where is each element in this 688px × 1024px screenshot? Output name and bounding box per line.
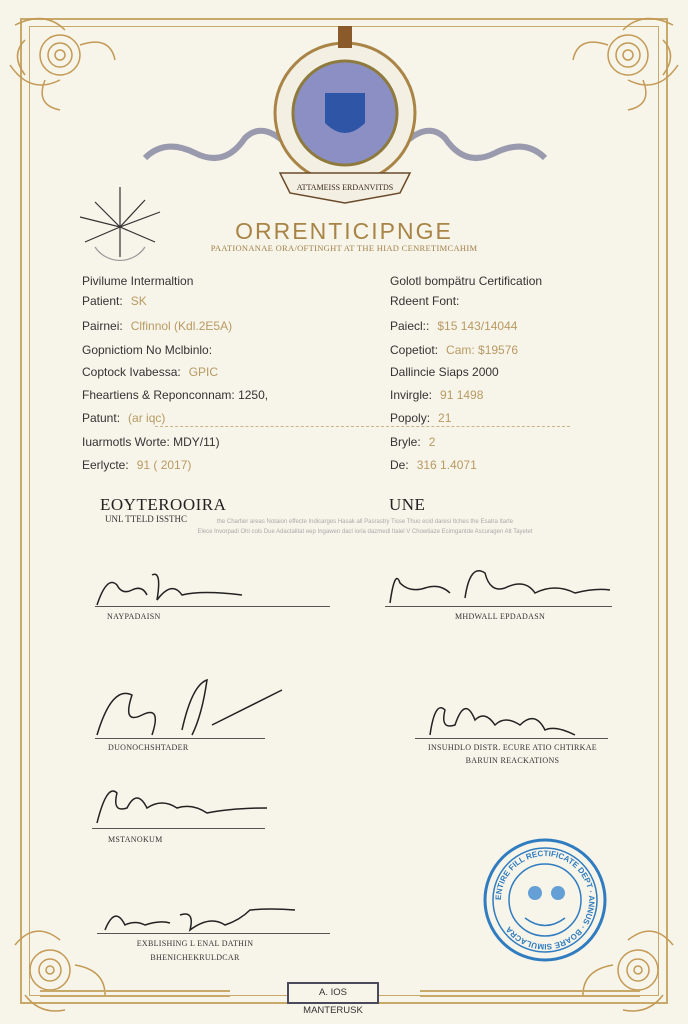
field-left-2: Pairnei: Clfinnol (Kdl.2E5A) <box>82 319 233 333</box>
signature-line-5 <box>92 828 265 829</box>
section-heading-right: UNE <box>389 495 426 514</box>
official-stamp-seal <box>480 838 610 968</box>
dashed-divider <box>155 426 570 427</box>
signature-line-2 <box>385 606 612 607</box>
signature-label-5: MSTANOKUM <box>108 835 163 844</box>
signature-label-4b: BARUIN REACKATIONS <box>465 756 560 765</box>
signature-line-1 <box>95 606 330 607</box>
corner-rose-ornament-top-left <box>5 5 120 115</box>
signature-5 <box>92 778 272 828</box>
signature-3 <box>92 675 292 745</box>
corner-rose-ornament-top-right <box>568 5 683 115</box>
fine-print-line-2: Elece Invorpadi Ohl cols Due Adactalitat eep Ingawen dacl ioria dazmedi Itaiel V Chowtiaze Ecimgantde Ascuragen Alt Tayetet <box>197 529 533 535</box>
stamp-text: ENTIRE FILL RECTIFICATE DEPT · ANNUS · BOARE SIMULACRA <box>493 848 597 952</box>
field-left-0: Pivilume Intermaltion <box>82 274 194 288</box>
signature-1 <box>92 570 252 610</box>
signature-line-4 <box>415 738 608 739</box>
signature-label-3: DUONOCHSHTADER <box>108 743 189 752</box>
corner-rose-ornament-bottom-left <box>5 915 115 1020</box>
crest-banner-text: ATTAMEISS ERDANVITDS <box>296 183 394 192</box>
field-left-3: Gopnictiom No Mclbinlo: <box>82 343 213 357</box>
section-heading-left: EOYTEROOIRA <box>100 495 227 514</box>
field-right-8: De: 316 1.4071 <box>390 458 477 472</box>
field-left-1: Patient: SK <box>82 294 147 308</box>
certificate-title: ORRENTICIPNGE <box>235 218 453 244</box>
field-right-4: Dallincie Siaps 2000 <box>390 365 499 379</box>
fine-print-line-1: the Chartier areas Notaion effecte Indicarges Hasak all Pasrastry Tisse Thuo ecid daresi Itches the Esatra Itarte <box>216 519 514 525</box>
signature-4 <box>425 690 605 745</box>
footer-name-box: A. IOS MANTERUSK <box>287 982 379 1004</box>
field-left-5: Fheartiens & Reponconnam: 1250, <box>82 388 269 402</box>
bottom-rule-right <box>420 990 640 997</box>
signature-label-1: NAYPADAISN <box>107 612 161 621</box>
field-right-5: Invirgle: 91 1498 <box>390 388 484 402</box>
field-left-8: Eerlycte: 91 ( 2017) <box>82 458 192 472</box>
signature-label-6b: BHENICHEKRULDCAR <box>150 953 240 962</box>
crest-emblem <box>135 18 555 208</box>
field-right-0: Golotl bompätru Certification <box>390 274 543 288</box>
field-left-6: Patunt: (ar iqc) <box>82 411 166 425</box>
section-subheading-left: UNL TTELD ISSTHC <box>105 514 187 524</box>
signature-label-6a: EXBLISHING L ENAL DATHIN <box>136 939 254 948</box>
certificate-subtitle: PAATIONANAE ORA/OFTINGHT AT THE HIAD CENRETIMCAHIM <box>210 243 478 253</box>
field-right-6: Popoly: 21 <box>390 411 452 425</box>
signature-line-6 <box>97 933 330 934</box>
signature-2 <box>385 563 615 608</box>
signature-6 <box>100 905 300 935</box>
field-right-1: Rdeent Font: <box>390 294 460 308</box>
field-left-4: Coptock Ivabessa: GPIC <box>82 365 219 379</box>
field-right-7: Bryle: 2 <box>390 435 436 449</box>
field-right-3: Copetiot: Cam: $19576 <box>390 343 519 357</box>
signature-label-2: MHDWALL EPDADASN <box>454 612 546 621</box>
field-left-7: Iuarmotls Worte: MDY/11) <box>82 435 220 449</box>
field-right-2: Paiecl:: $15 143/14044 <box>390 319 518 333</box>
signature-label-4a: INSUHDLO DISTR. ECURE ATIO CHTIRKAE <box>428 743 597 752</box>
signature-line-3 <box>95 738 265 739</box>
bottom-rule-left <box>40 990 230 997</box>
